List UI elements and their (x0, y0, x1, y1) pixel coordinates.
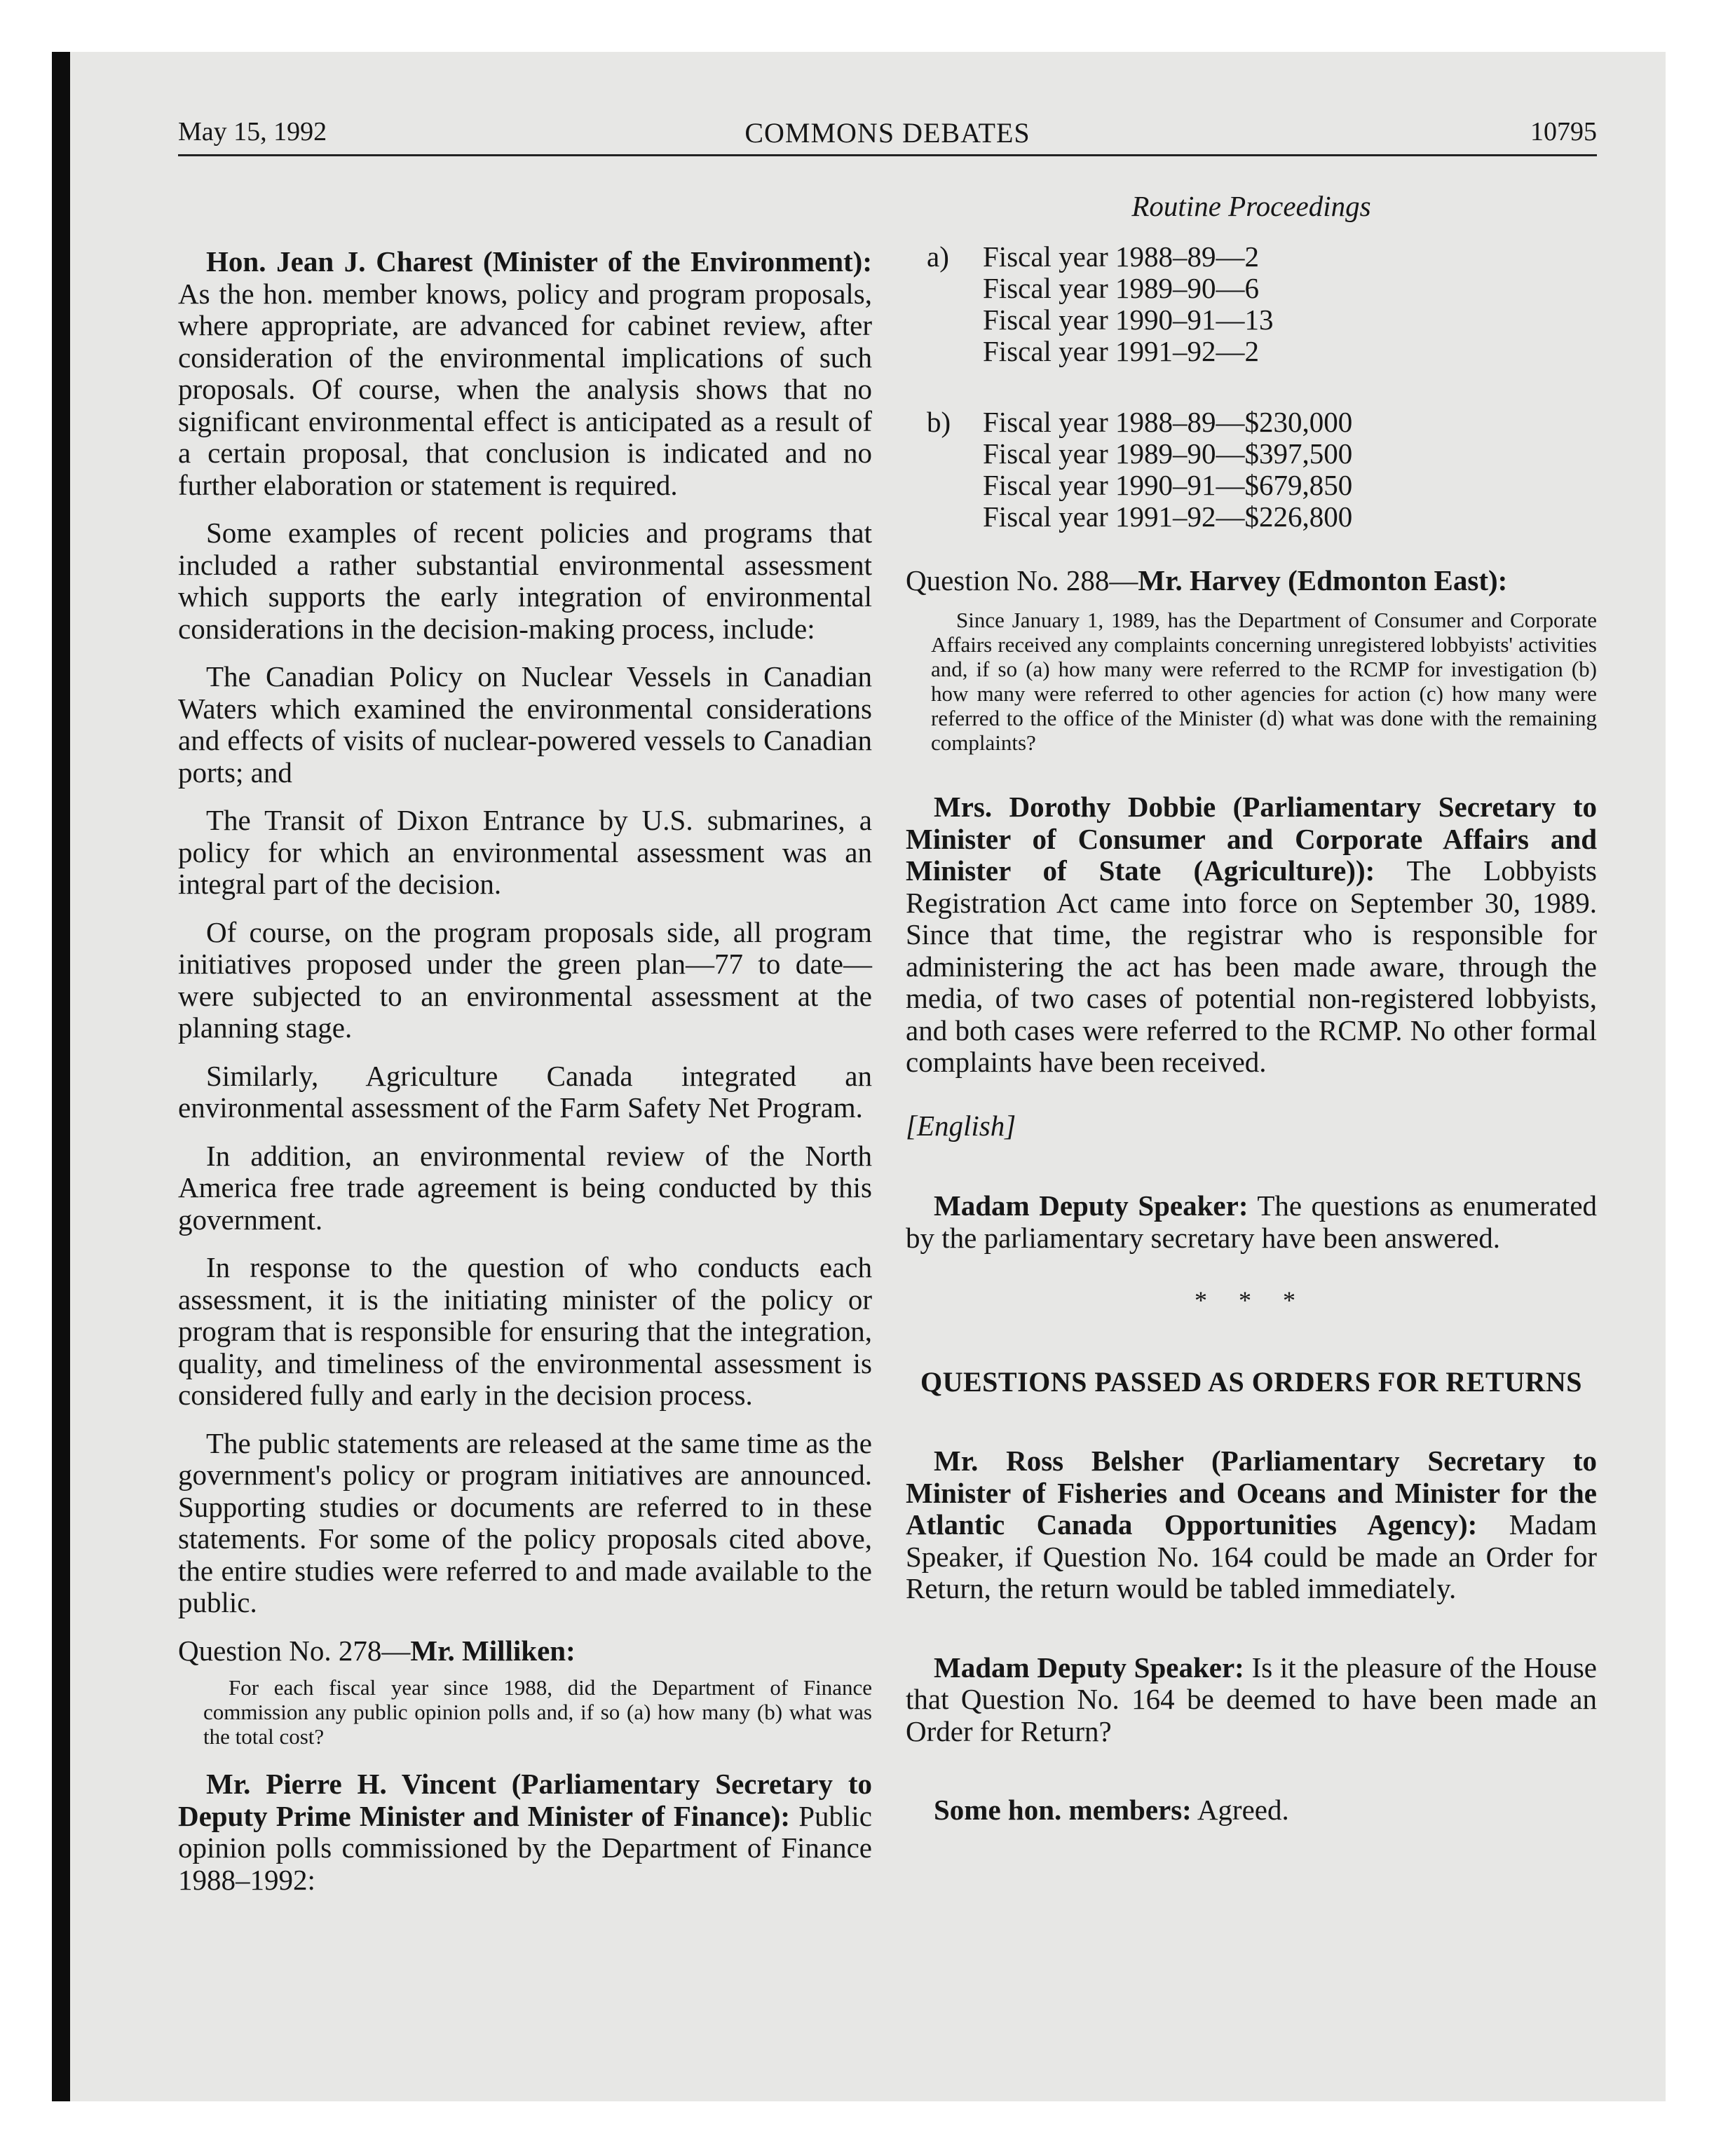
speaker-name: Madam Deputy Speaker: (934, 1651, 1244, 1684)
paragraph: Similarly, Agriculture Canada integrated an environmental assessment of the Farm Safety Net Program. (178, 1059, 872, 1124)
speaker-name: Mrs. Dorothy Dobbie (Parliamentary Secretary to Minister of Consumer and Corporate Affairs and Minister of State (Agriculture)): (906, 791, 1597, 887)
paragraph-text: Is it the pleasure of the House that Question No. 164 be deemed to have been made an Order for Return? (906, 1651, 1598, 1747)
paragraph-text: Agreed. (1197, 1794, 1289, 1826)
speaker-name: Hon. Jean J. Charest (Minister of the Environment): (206, 245, 872, 278)
paragraph-text: The questions as enumerated by the parliamentary secretary have been answered. (906, 1189, 1598, 1254)
page-header (178, 112, 1597, 154)
header-rule (178, 154, 1597, 156)
language-tag: [English] (906, 1109, 1016, 1142)
speaker-name: Mr. Pierre H. Vincent (Parliamentary Secretary to Deputy Prime Minister and Minister of Finance): (178, 1768, 872, 1832)
section-heading: QUESTIONS PASSED AS ORDERS FOR RETURNS (920, 1365, 1583, 1398)
list-item: Fiscal year 1990–91—13 (983, 303, 1274, 336)
right-column (906, 191, 1597, 1843)
binding-edge (52, 52, 70, 2101)
question-288-text: Since January 1, 1989, has the Department of Consumer and Corporate Affairs received any complaints concerning unregistered lobbyists' activities and, if so (a) how many were referred to the RCMP for investigation (b) how many were referred to other agencies for action (c) how many were referred to the office of the Minister (d) what was done with the remaining complaints? (931, 608, 1597, 755)
question-number: Question No. 278— (178, 1634, 411, 1667)
dobbie-paragraph (906, 791, 1597, 1079)
paragraph: In addition, an environmental review of the North America free trade agreement is being conducted by this government. (178, 1139, 872, 1236)
answer-b-list (927, 407, 1597, 533)
question-278 (178, 1635, 872, 1667)
paragraph: In response to the question of who conducts each assessment, it is the initiating minister of the policy or program that is responsible for ensuring that the integration, quality, and timeliness of the environmental assessment is considered fully and early in the decision process. (178, 1251, 872, 1411)
list-label: b) (927, 405, 951, 438)
paragraph: Of course, on the program proposals side, all program initiatives proposed under the green plan—77 to date—were subjected to an environmental assessment at the planning stage. (178, 915, 872, 1044)
speaker-name: Madam Deputy Speaker: (934, 1189, 1248, 1222)
speaker-name: Some hon. members: (934, 1794, 1192, 1826)
deputy-speaker-paragraph-2 (906, 1652, 1597, 1748)
list-item: Fiscal year 1989–90—$397,500 (983, 437, 1353, 470)
charest-paragraph (178, 246, 872, 501)
paragraph-text: As the hon. member knows, policy and program proposals, where appropriate, are advanced for cabinet review, after consideration of the environmental implications of such proposals. Of course, when the analysis shows that no significant environmental effect is anticipated as a result of a certain proposal, that conclusion is indicated and no further elaboration or statement is required. (178, 277, 872, 501)
vincent-paragraph (178, 1768, 872, 1896)
paragraph: The public statements are released at the same time as the government's policy or program initiatives are announced. Supporting studies or documents are referred to in these statements. For some of the policy proposals cited above, the entire studies were referred to and made available to the public. (178, 1426, 872, 1618)
list-item: Fiscal year 1989–90—6 (983, 271, 1259, 304)
list-item: Fiscal year 1988–89—$230,000 (983, 405, 1353, 438)
section-separator: * * * (1195, 1286, 1308, 1314)
paragraph-text: The Lobbyists Registration Act came into force on September 30, 1989. Since that time, the registrar who is responsible for administering the act has been made aware, through the media, of two cases of potential non-registered lobbyists, and both cases were referred to the RCMP. No other formal complaints have been received. (906, 854, 1597, 1078)
question-number: Question No. 288— (906, 564, 1138, 596)
page-number: 10795 (1530, 117, 1597, 146)
list-item: Fiscal year 1988–89—2 (983, 240, 1259, 273)
list-item: Fiscal year 1991–92—$226,800 (983, 500, 1353, 533)
question-member: Mr. Milliken: (410, 1634, 576, 1667)
question-278-text: For each fiscal year since 1988, did the Department of Finance commission any public opinion polls and, if so (a) how many (b) what was the total cost? (203, 1675, 872, 1749)
section-label: Routine Proceedings (1131, 190, 1371, 222)
paragraph-text: Madam Speaker, if Question No. 164 could be made an Order for Return, the return would be tabled immediately. (906, 1508, 1597, 1604)
paragraph: Some examples of recent policies and programs that included a rather substantial environmental assessment which supports the early integration of environmental considerations in the decision-making process, include: (178, 517, 872, 645)
list-item: Fiscal year 1991–92—2 (983, 334, 1259, 367)
list-label: a) (927, 240, 949, 273)
belsher-paragraph (906, 1445, 1597, 1605)
question-288 (906, 565, 1597, 597)
paragraph: The Canadian Policy on Nuclear Vessels in Canadian Waters which examined the environmental considerations and effects of visits of nuclear-powered vessels to Canadian ports; and (178, 660, 872, 789)
answer-a-list (927, 241, 1597, 367)
paragraph: The Transit of Dixon Entrance by U.S. submarines, a policy for which an environmental assessment was an integral part of the decision. (178, 804, 872, 900)
header-title: COMMONS DEBATES (744, 117, 1030, 149)
speaker-name: Mr. Ross Belsher (Parliamentary Secretary to Minister of Fisheries and Oceans and Minister for the Atlantic Canada Opportunities Agency): (906, 1445, 1597, 1541)
left-column (178, 191, 872, 1912)
header-date: May 15, 1992 (178, 117, 327, 146)
question-member: Mr. Harvey (Edmonton East): (1138, 564, 1508, 596)
deputy-speaker-paragraph (906, 1190, 1597, 1254)
paragraph-text: Public opinion polls commissioned by the Department of Finance 1988–1992: (178, 1799, 873, 1896)
list-item: Fiscal year 1990–91—$679,850 (983, 468, 1353, 501)
members-paragraph (906, 1794, 1597, 1827)
